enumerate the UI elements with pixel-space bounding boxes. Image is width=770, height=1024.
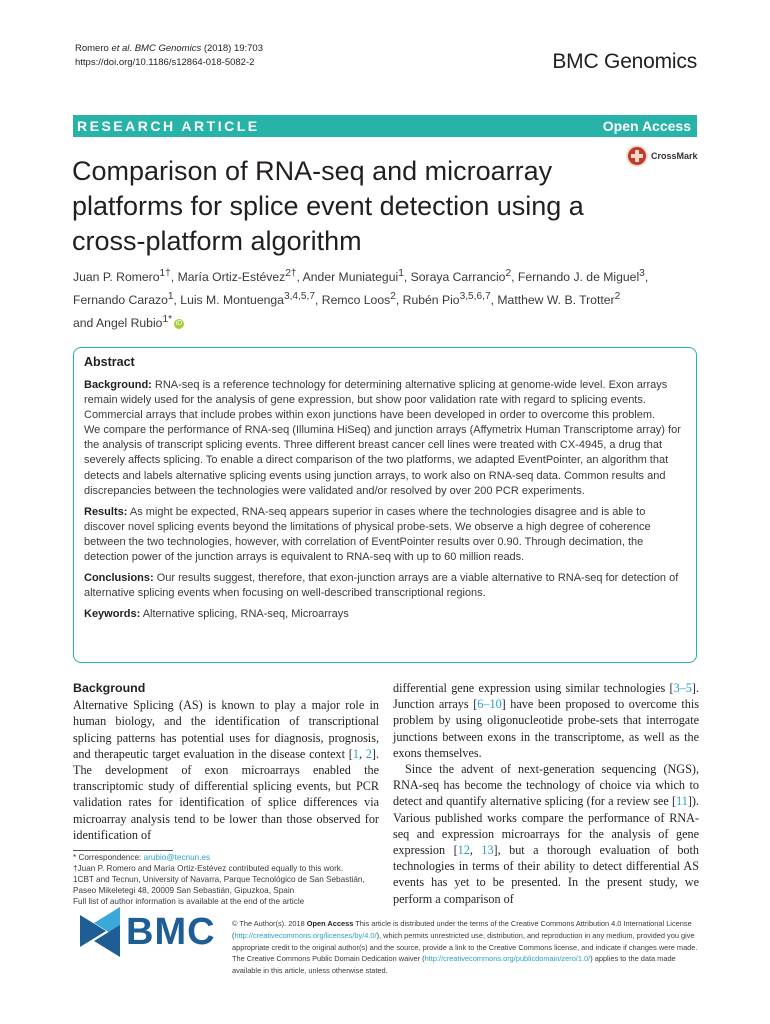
article-title: Comparison of RNA-seq and microarray platforms for splice event detection using a cross-platform algorithm [72, 156, 584, 256]
body-column-right [393, 680, 699, 907]
journal-name: BMC Genomics [552, 50, 697, 73]
citation-link[interactable]: 2 [365, 746, 372, 761]
license-link[interactable]: http://creativecommons.org/licenses/by/4.0/ [234, 930, 377, 940]
body-paragraph-1: Alternative Splicing (AS) is known to play a major role in human biology, and the identification of transcriptional splicing patterns has potential uses for diagnosis, prognosis, and therapeutic target evaluation in the disease context [1, 2]. The development of exon microarrays enabled the transcriptomic study of differential splicing events, but PCR validation rates for identification of splice differences via microarray analysis tend to be lower than those observed for identification of [73, 698, 379, 842]
abstract-background-text: RNA-seq is a reference technology for determining alternative splicing at genome-wide level. Exon arrays remain widely used for the analysis of gene expression, but show poor validation rate with regard to splicing events. Commercial arrays that include probes within exon junctions have been developed in order to overcome this problem. [84, 379, 668, 422]
waiver-link[interactable]: http://creativecommons.org/publicdomain/zero/1.0/ [424, 954, 591, 964]
citation-link[interactable]: 3–5 [673, 681, 692, 695]
cite-etal: et al. [111, 43, 133, 54]
license-open-access: Open Access [306, 919, 354, 928]
doi-link[interactable]: https://doi.org/10.1186/s12864-018-5082-2 [75, 57, 255, 68]
body-text: differential gene expression using similar technologies [ [393, 681, 674, 695]
abstract-keywords [84, 607, 686, 622]
cite-journal: BMC Genomics [134, 43, 202, 54]
abstract-heading: Abstract [84, 355, 135, 369]
body-text: ], but a thorough evaluation of both technologies in terms of their ability to detect differential AS events has yet to be presented. In the present study, we perform a comparison of [393, 843, 700, 906]
full-list-note: Full list of author information is available at the end of the article [73, 897, 305, 906]
section-heading: Background [73, 681, 146, 695]
abstract-conclusions-label: Conclusions: [84, 572, 154, 585]
abstract-results-label: Results: [84, 505, 128, 518]
citation-link[interactable]: 13 [481, 843, 494, 858]
abstract-conclusions [84, 571, 686, 601]
abstract-box [73, 347, 697, 663]
author-line-1: Juan P. Romero$^{1\dagger}$, María Ortiz-Estévez$^{2\dagger}$, Ander Muniategui$^1$, Soraya Carrancio$^2$, Fernando J. de Miguel$^3$, [73, 268, 649, 285]
body-paragraph-3: Since the advent of next-generation sequencing (NGS), RNA-seq has become the technology of choice via which to detect and quantify alternative splicing (for a review see [11]). Various published works compare the performance of RNA-seq and expression microarrays for the analysis of gene expression [12, 13], but a thorough evaluation of both technologies in terms of their ability to detect differential AS events has yet to be presented. In the present study, we perform a comparison of [393, 762, 700, 906]
open-access-label: Open Access [602, 118, 691, 134]
equal-contribution-note: †Juan P. Romero and María Ortiz-Estévez contributed equally to this work. [73, 864, 344, 873]
license-body: This article is distributed under the terms of the Creative Commons Attribution 4.0 International License ( [232, 919, 692, 940]
orcid-icon[interactable]: iD [175, 319, 183, 327]
crossmark-icon [626, 145, 648, 167]
abstract-background-2: We compare the performance of RNA-seq (Illumina HiSeq) and junction arrays (Affymetrix Human Transcriptome array) for the analysis of transcript splicing events. Three different breast cancer cell lines were treated with CX-4945, a drug that severely affects splicing. To enable a direct comparison of the two platforms, we adapted EventPointer, an algorithm that detects and labels alternative splicing events using junction arrays, to work also on RNA-seq data. Common results and discrepancies between the technologies were validated and/or resolved by over 200 PCR experiments. [84, 424, 681, 497]
citation-link[interactable]: 11 [676, 794, 688, 809]
body-column-left [73, 680, 379, 843]
article-banner [73, 115, 697, 137]
bmc-mark-icon [80, 907, 120, 957]
bmc-logo-text: BMC [126, 910, 216, 953]
cite-author: Romero [75, 43, 109, 54]
correspondence-label: * Correspondence: [73, 853, 142, 862]
bmc-logo [80, 907, 216, 957]
affiliation-note: 1CBT and Tecnun, University of Navarra, Parque Tecnológico de San Sebastián, Paseo Mikeletegi 48, 20009 San Sebastián, Gipuzkoa, Spain [73, 875, 365, 895]
abstract-conclusions-text: Our results suggest, therefore, that exon-junction arrays are a viable alternative to RNA-seq for detection of alternative splicing events when focusing on well-described transcriptional regions. [84, 572, 679, 600]
abstract-results [84, 505, 686, 565]
license-prefix: © The Author(s). 2018 [232, 919, 305, 928]
body-text: Alternative Splicing (AS) is known to play a major role in human biology, and the identification of transcriptional splicing patterns has potential uses for diagnosis, prognosis, and therapeutic target evaluation in the disease context [ [73, 698, 379, 761]
correspondence-email[interactable]: arubio@tecnun.es [143, 853, 211, 862]
citation-link[interactable]: 1 [352, 746, 359, 761]
crossmark-badge[interactable] [626, 145, 698, 167]
author-list [73, 264, 693, 333]
citation-header [75, 42, 263, 70]
abstract-background [84, 378, 686, 423]
cite-year-volume: (2018) 19:703 [203, 43, 264, 54]
body-paragraph-2 [393, 680, 699, 761]
body-text: ]. The development of exon microarrays enabled the transcriptomic study of differential splicing events, but PCR validation rates for identification of splice differences via microarray analysis tend to be lower than those observed for identification of [73, 746, 379, 842]
footnote-divider [73, 850, 173, 851]
citation-link[interactable]: 6–10 [477, 697, 502, 712]
abstract-keywords-label: Keywords: [84, 608, 141, 621]
license-text [232, 918, 700, 977]
article-type: RESEARCH ARTICLE [77, 118, 260, 134]
license-body: ), which permits unrestricted use, distribution, and reproduction in any medium, provided you give appropriate credit to the original author(s) and the source, provide a link to the Creative Commons license, and indicate if changes were made. The Creative Commons Public Domain Dedication waiver ( [232, 930, 698, 964]
author-line-2: Fernando Carazo$^1$, Luis M. Montuenga$^{3,4,5,7}$, Remco Loos$^2$, Rubén Pio$^{3,5,6,7}$, Matthew W. B. Trotter$^2$ [73, 291, 621, 308]
footnotes [73, 852, 379, 907]
license-body: ) applies to the data made available in this article, unless otherwise stated. [232, 954, 676, 976]
body-text: ]. Junction arrays [ [393, 681, 699, 712]
body-text: ]). Various published works compare the performance of RNA-seq and expression microarrays for the analysis of gene expression [ [393, 794, 699, 858]
abstract-results-text: As might be expected, RNA-seq appears superior in cases where the technologies disagree and is able to discover novel splicing events beyond the limitations of physical probe-sets. We observe a high degree of coherence between the two technologies, however, with correlation of EventPointer results over 0.90. Through decimation, the detection power of the junction arrays is equivalent to RNA-seq with up to 60 million reads. [84, 505, 651, 564]
body-text: Since the advent of next-generation sequencing (NGS), RNA-seq has become the technology of choice via which to detect and quantify alternative splicing (for a review see [ [393, 762, 699, 809]
abstract-keywords-text: Alternative splicing, RNA-seq, Microarrays [142, 608, 349, 621]
citation-link[interactable]: 12 [457, 843, 470, 858]
crossmark-label: CrossMark [651, 151, 698, 161]
body-text: ] have been proposed to overcome this problem by using oligonucleotide probe-sets that interrogate junctions between exons in the transcriptome, as well as the exons themselves. [393, 697, 699, 760]
abstract-background-label: Background: [84, 379, 152, 391]
author-line-3: and Angel Rubio$^{1*}$ iD [73, 314, 183, 331]
